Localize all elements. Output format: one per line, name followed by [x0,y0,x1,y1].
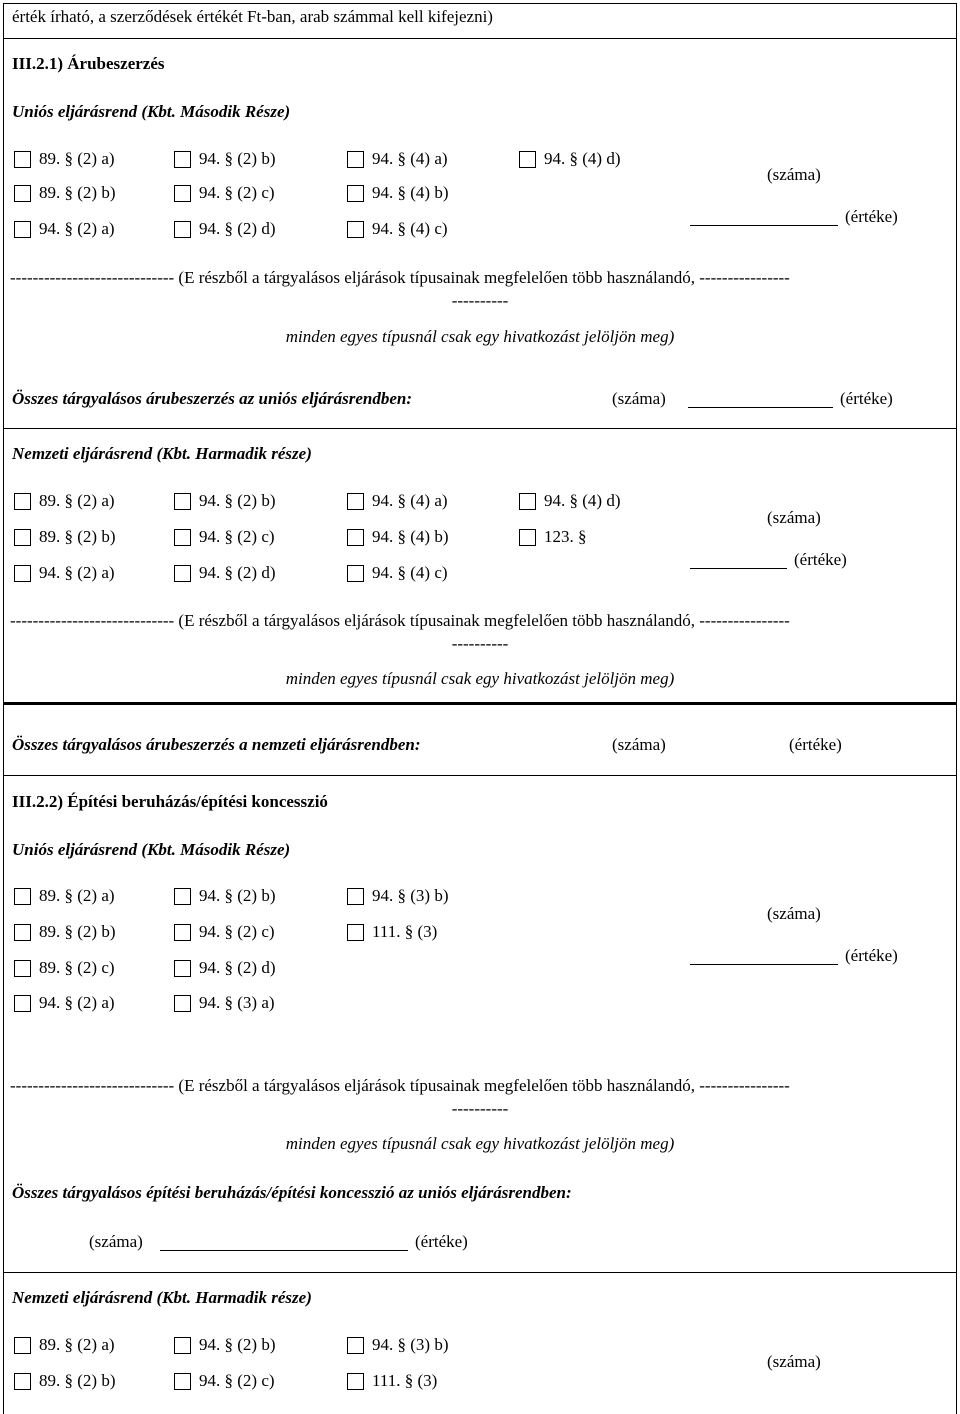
checkbox-option[interactable] [174,922,275,942]
checkbox-label: 94. § (3) b) [372,886,449,905]
checkbox-option[interactable] [174,563,275,583]
checkbox-label: 94. § (4) b) [372,183,449,202]
checkbox-square[interactable] [174,1373,191,1390]
checkbox-option[interactable] [14,491,115,511]
checkbox-option[interactable] [14,527,115,547]
checkbox-option[interactable] [174,149,275,169]
checkbox-label: 123. § [544,527,587,546]
checkbox-square[interactable] [519,151,536,168]
checkbox-label: 94. § (4) d) [544,149,621,168]
value-blank-line[interactable] [690,225,838,226]
checkbox-label: 89. § (2) a) [39,491,115,510]
checkbox-label: 94. § (2) d) [199,563,276,582]
note-text: minden egyes típusnál csak egy hivatkozást jelöljön meg) [285,669,675,688]
checkbox-square[interactable] [519,493,536,510]
checkbox-label: 89. § (2) b) [39,183,116,202]
checkbox-option[interactable] [14,149,115,169]
checkbox-square[interactable] [174,185,191,202]
checkbox-label: 94. § (2) d) [199,958,276,977]
checkbox-label: 89. § (2) a) [39,886,115,905]
top-text: érték írható, a szerződések értékét Ft-ban, arab számmal kell kifejezni) [12,7,493,26]
note-text: ---------- [451,291,509,310]
count-label: (száma) [89,1232,143,1251]
checkbox-label: 94. § (4) c) [372,219,448,238]
checkbox-label: 94. § (2) c) [199,922,275,941]
checkbox-label: 111. § (3) [372,922,438,941]
checkbox-square[interactable] [174,565,191,582]
national-heading: Nemzeti eljárásrend (Kbt. Harmadik része) [12,1288,312,1307]
value-blank-line[interactable] [688,407,833,408]
checkbox-label: 94. § (2) a) [39,563,115,582]
checkbox-option[interactable] [174,1335,275,1355]
checkbox-option[interactable] [14,183,115,203]
checkbox-square[interactable] [347,565,364,582]
divider [3,702,957,705]
checkbox-square[interactable] [347,1373,364,1390]
checkbox-option[interactable] [174,491,275,511]
checkbox-square[interactable] [14,960,31,977]
total-label: Összes tárgyalásos építési beruházás/építési koncesszió az uniós eljárásrendben: [12,1183,572,1202]
divider [3,38,957,39]
count-label: (száma) [612,735,666,754]
checkbox-label: 94. § (2) b) [199,149,276,168]
count-label: (száma) [767,508,821,527]
checkbox-label: 94. § (4) b) [372,527,449,546]
checkbox-option[interactable] [14,563,115,583]
checkbox-square[interactable] [347,151,364,168]
checkbox-option[interactable] [347,1371,437,1391]
checkbox-square[interactable] [14,493,31,510]
count-label: (száma) [767,904,821,923]
union-heading: Uniós eljárásrend (Kbt. Második Része) [12,840,291,859]
checkbox-option[interactable] [347,183,448,203]
checkbox-label: 94. § (2) b) [199,886,276,905]
checkbox-option[interactable] [14,1335,115,1355]
total-label: Összes tárgyalásos árubeszerzés az uniós eljárásrendben: [12,389,413,408]
checkbox-label: 94. § (4) a) [372,491,448,510]
checkbox-square[interactable] [347,493,364,510]
divider [3,775,957,776]
note-text: ----------------------------- (E részből a tárgyalásos eljárások típusainak megfelelően több használandó, ---------------- [10,611,790,630]
checkbox-square[interactable] [347,1337,364,1354]
checkbox-label: 94. § (2) b) [199,491,276,510]
checkbox-square[interactable] [347,185,364,202]
checkbox-square[interactable] [14,924,31,941]
checkbox-square[interactable] [14,185,31,202]
checkbox-label: 94. § (2) c) [199,183,275,202]
checkbox-square[interactable] [14,1337,31,1354]
checkbox-square[interactable] [174,888,191,905]
checkbox-option[interactable] [174,993,275,1013]
checkbox-option[interactable] [14,922,115,942]
checkbox-label: 94. § (4) d) [544,491,621,510]
checkbox-option[interactable] [519,491,620,511]
checkbox-option[interactable] [174,886,275,906]
checkbox-square[interactable] [347,924,364,941]
checkbox-label: 89. § (2) c) [39,958,115,977]
checkbox-square[interactable] [14,995,31,1012]
checkbox-square[interactable] [14,529,31,546]
checkbox-option[interactable] [347,922,437,942]
note-text: ---------- [451,1099,509,1118]
value-blank-line[interactable] [690,568,787,569]
checkbox-square[interactable] [14,1373,31,1390]
checkbox-label: 89. § (2) b) [39,527,116,546]
checkbox-label: 94. § (2) a) [39,219,115,238]
checkbox-option[interactable] [347,491,448,511]
checkbox-label: 89. § (2) b) [39,922,116,941]
checkbox-option[interactable] [347,527,448,547]
checkbox-label: 94. § (4) a) [372,149,448,168]
checkbox-option[interactable] [347,1335,448,1355]
divider [3,428,957,429]
value-label: (értéke) [415,1232,468,1251]
note-text: ----------------------------- (E részből a tárgyalásos eljárások típusainak megfelelően több használandó, ---------------- [10,268,790,287]
checkbox-label: 94. § (4) c) [372,563,448,582]
section-title: III.2.1) Árubeszerzés [12,54,165,73]
value-label: (értéke) [794,550,847,569]
checkbox-option[interactable] [347,219,448,239]
checkbox-square[interactable] [174,221,191,238]
checkbox-label: 94. § (2) a) [39,993,115,1012]
checkbox-label: 94. § (2) c) [199,1371,275,1390]
note-text: ----------------------------- (E részből a tárgyalásos eljárások típusainak megfelelően több használandó, ---------------- [10,1076,790,1095]
checkbox-option[interactable] [14,993,115,1013]
checkbox-option[interactable] [14,1371,115,1391]
checkbox-label: 94. § (3) a) [199,993,275,1012]
value-label: (értéke) [789,735,842,754]
checkbox-square[interactable] [14,221,31,238]
note-text: minden egyes típusnál csak egy hivatkozást jelöljön meg) [285,1134,675,1153]
checkbox-label: 111. § (3) [372,1371,438,1390]
checkbox-option[interactable] [174,958,275,978]
checkbox-option[interactable] [347,149,448,169]
value-label: (értéke) [845,946,898,965]
checkbox-label: 89. § (2) b) [39,1371,116,1390]
union-heading: Uniós eljárásrend (Kbt. Második Része) [12,102,291,121]
checkbox-square[interactable] [347,529,364,546]
value-blank-line[interactable] [690,964,838,965]
count-label: (száma) [767,165,821,184]
checkbox-square[interactable] [174,151,191,168]
checkbox-square[interactable] [174,493,191,510]
value-label: (értéke) [845,207,898,226]
checkbox-label: 94. § (2) d) [199,219,276,238]
checkbox-option[interactable] [347,563,448,583]
checkbox-option[interactable] [174,1371,275,1391]
count-label: (száma) [767,1352,821,1371]
count-label: (száma) [612,389,666,408]
checkbox-option[interactable] [347,886,448,906]
checkbox-square[interactable] [174,995,191,1012]
section-title: III.2.2) Építési beruházás/építési koncesszió [12,792,328,811]
divider [3,1272,957,1273]
total-label: Összes tárgyalásos árubeszerzés a nemzeti eljárásrendben: [12,735,421,754]
checkbox-label: 89. § (2) a) [39,149,115,168]
checkbox-square[interactable] [347,888,364,905]
checkbox-label: 94. § (3) b) [372,1335,449,1354]
checkbox-option[interactable] [14,219,115,239]
checkbox-square[interactable] [174,1337,191,1354]
checkbox-option[interactable] [519,149,620,169]
checkbox-square[interactable] [519,529,536,546]
checkbox-option[interactable] [174,183,275,203]
checkbox-option[interactable] [14,958,115,978]
checkbox-label: 94. § (2) b) [199,1335,276,1354]
checkbox-square[interactable] [14,888,31,905]
checkbox-square[interactable] [174,960,191,977]
checkbox-option[interactable] [519,527,587,547]
value-label: (értéke) [840,389,893,408]
checkbox-label: 94. § (2) c) [199,527,275,546]
checkbox-square[interactable] [347,221,364,238]
national-heading: Nemzeti eljárásrend (Kbt. Harmadik része) [12,444,312,463]
checkbox-option[interactable] [174,527,275,547]
checkbox-option[interactable] [14,886,115,906]
checkbox-square[interactable] [14,151,31,168]
checkbox-square[interactable] [174,529,191,546]
note-text: ---------- [451,634,509,653]
value-blank-line[interactable] [160,1250,408,1251]
note-text: minden egyes típusnál csak egy hivatkozást jelöljön meg) [285,327,675,346]
checkbox-square[interactable] [174,924,191,941]
checkbox-label: 89. § (2) a) [39,1335,115,1354]
checkbox-option[interactable] [174,219,275,239]
checkbox-square[interactable] [14,565,31,582]
